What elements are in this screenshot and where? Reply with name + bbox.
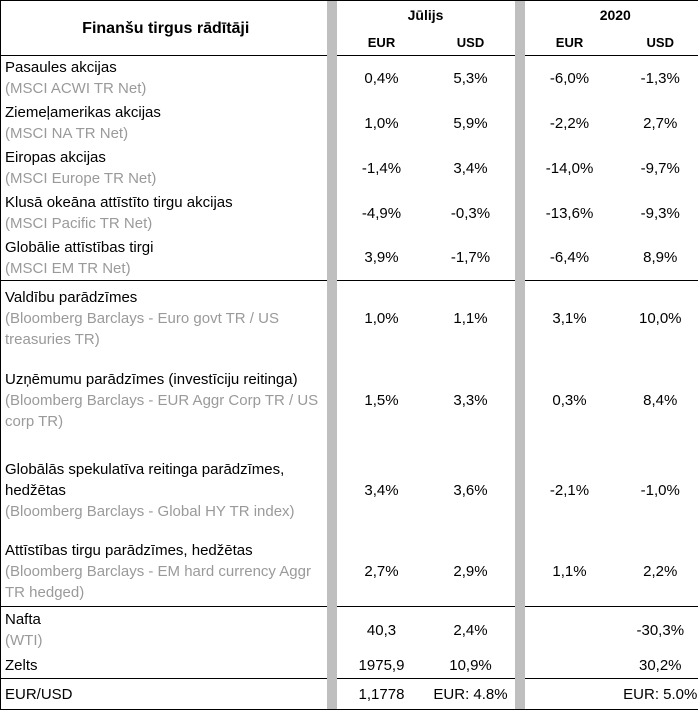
cell-july-usd: 1,1% (427, 281, 515, 357)
cell-july-eur: -1,4% (337, 146, 427, 191)
group-header-2020: 2020 (525, 1, 698, 30)
cell-2020-usd: -1,3% (615, 56, 698, 101)
cell-july-usd: 5,3% (427, 56, 515, 101)
table-row (1, 537, 698, 607)
row-label: Pasaules akcijas (MSCI ACWI TR Net) (1, 56, 327, 101)
row-label: EUR/USD (1, 679, 327, 710)
table-row (1, 146, 698, 191)
cell-july-usd: 2,9% (427, 537, 515, 607)
table-row (1, 654, 698, 679)
cell-july-eur: 3,4% (337, 445, 427, 537)
table-row (1, 191, 698, 236)
cell-2020-usd: 30,2% (615, 654, 698, 679)
cell-july-eur: 1,1778 (337, 679, 427, 710)
row-label: Attīstības tirgu parādzīmes, hedžētas (Bloomberg Barclays - EM hard currency Aggr TR hedged) (1, 537, 327, 607)
table-title: Finanšu tirgus rādītāji (1, 1, 327, 56)
cell-july-usd: -1,7% (427, 236, 515, 281)
table-row (1, 679, 698, 710)
table-row (1, 281, 698, 357)
cell-2020-eur (525, 654, 615, 679)
cell-july-usd: 2,4% (427, 607, 515, 654)
cell-2020-eur: -2,1% (525, 445, 615, 537)
cell-july-usd: EUR: 4.8% (427, 679, 515, 710)
cell-2020-eur: 1,1% (525, 537, 615, 607)
cell-2020-eur: 3,1% (525, 281, 615, 357)
cell-2020-usd: -1,0% (615, 445, 698, 537)
cell-july-eur: 3,9% (337, 236, 427, 281)
cell-july-eur: 2,7% (337, 537, 427, 607)
cell-2020-usd: -9,3% (615, 191, 698, 236)
row-label: Ziemeļamerikas akcijas (MSCI NA TR Net) (1, 101, 327, 146)
cell-2020-usd: -30,3% (615, 607, 698, 654)
cell-july-eur: 1,0% (337, 281, 427, 357)
cell-2020-usd: 2,2% (615, 537, 698, 607)
row-label: Globālie attīstības tirgi (MSCI EM TR Net) (1, 236, 327, 281)
cell-2020-eur: -13,6% (525, 191, 615, 236)
col-header-july-eur: EUR (337, 30, 427, 56)
cell-2020-eur: -14,0% (525, 146, 615, 191)
table-row (1, 56, 698, 101)
col-header-2020-usd: USD (615, 30, 698, 56)
col-header-2020-eur: EUR (525, 30, 615, 56)
cell-2020-usd: 2,7% (615, 101, 698, 146)
row-label: Globālās spekulatīva reitinga parādzīmes, hedžētas (Bloomberg Barclays - Global HY TR index) (1, 445, 327, 537)
cell-july-usd: 3,4% (427, 146, 515, 191)
cell-july-eur: 1,0% (337, 101, 427, 146)
cell-july-usd: -0,3% (427, 191, 515, 236)
row-label: Zelts (1, 654, 327, 679)
cell-2020-eur (525, 679, 615, 710)
cell-2020-usd: EUR: 5.0% (615, 679, 698, 710)
group-header-july: Jūlijs (337, 1, 515, 30)
cell-july-eur: -4,9% (337, 191, 427, 236)
cell-july-usd: 10,9% (427, 654, 515, 679)
table-row (1, 101, 698, 146)
cell-july-usd: 5,9% (427, 101, 515, 146)
cell-2020-eur (525, 607, 615, 654)
row-label: Eiropas akcijas (MSCI Europe TR Net) (1, 146, 327, 191)
cell-2020-eur: 0,3% (525, 357, 615, 445)
cell-july-usd: 3,6% (427, 445, 515, 537)
cell-july-eur: 40,3 (337, 607, 427, 654)
table-row (1, 445, 698, 537)
cell-2020-usd: 8,4% (615, 357, 698, 445)
cell-july-eur: 0,4% (337, 56, 427, 101)
cell-july-eur: 1975,9 (337, 654, 427, 679)
cell-2020-usd: 10,0% (615, 281, 698, 357)
table-row (1, 236, 698, 281)
table-row (1, 357, 698, 445)
cell-2020-usd: 8,9% (615, 236, 698, 281)
row-label: Uzņēmumu parādzīmes (investīciju reitinga) (Bloomberg Barclays - EUR Aggr Corp TR / US corp TR) (1, 357, 327, 445)
cell-july-usd: 3,3% (427, 357, 515, 445)
cell-july-eur: 1,5% (337, 357, 427, 445)
cell-2020-usd: -9,7% (615, 146, 698, 191)
table-row (1, 607, 698, 654)
cell-2020-eur: -6,0% (525, 56, 615, 101)
row-label: Klusā okeāna attīstīto tirgu akcijas (MSCI Pacific TR Net) (1, 191, 327, 236)
cell-2020-eur: -6,4% (525, 236, 615, 281)
col-header-july-usd: USD (427, 30, 515, 56)
row-label: Nafta (WTI) (1, 607, 327, 654)
cell-2020-eur: -2,2% (525, 101, 615, 146)
row-label: Valdību parādzīmes (Bloomberg Barclays - Euro govt TR / US treasuries TR) (1, 281, 327, 357)
